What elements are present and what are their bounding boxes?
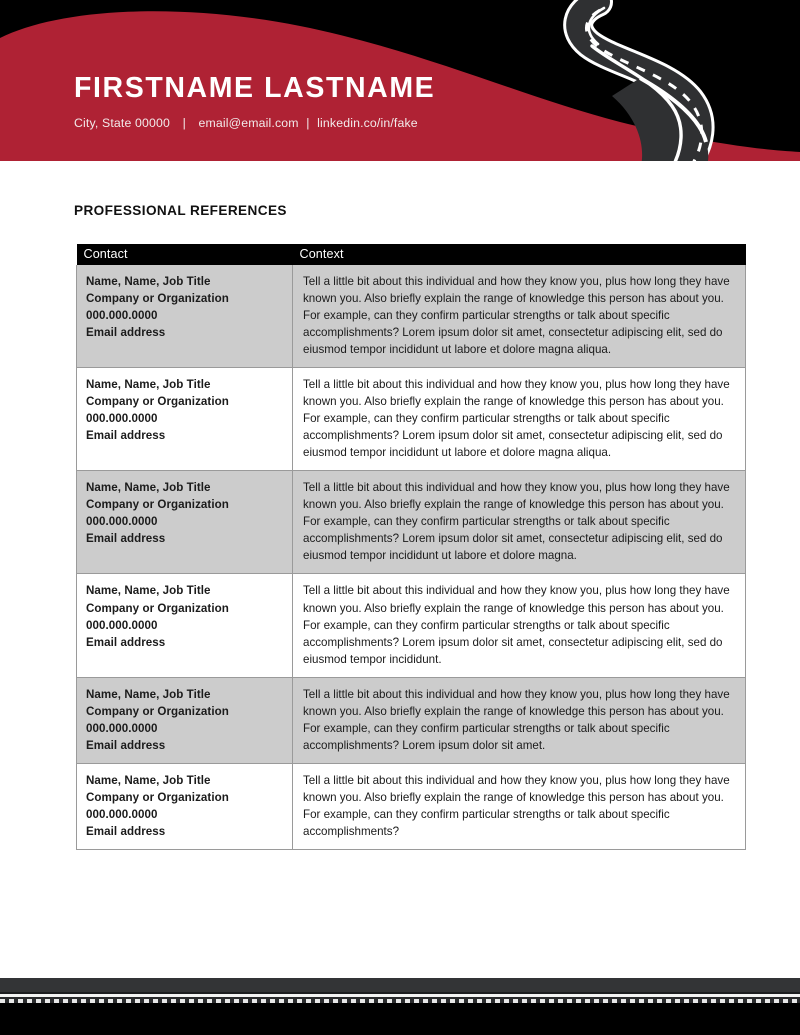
reference-context-cell: Tell a little bit about this individual and how they know you, plus how long they have known you. Also briefly explain the range of knowledge this person has about you. For example, can they confirm particular strengths or talk about specific accomplishments? Lorem ipsum dolor sit amet, consectetur adipiscing elit, sed do eiusmod tempor incididunt ut labore et dolore magna aliqua. bbox=[293, 265, 746, 368]
reference-name-title: Name, Name, Job Title bbox=[86, 378, 211, 392]
reference-name-title: Name, Name, Job Title bbox=[86, 773, 211, 787]
reference-email: Email address bbox=[86, 738, 166, 752]
reference-context-cell: Tell a little bit about this individual and how they know you, plus how long they have known you. Also briefly explain the range of knowledge this person has about you. For example, can they confirm particular strengths or talk about specific accomplishments? Lorem ipsum dolor sit amet, consectetur adipiscing elit, sed do eiusmod tempor incididunt ut labore et dolore magna aliqua. bbox=[293, 368, 746, 471]
reference-name-title: Name, Name, Job Title bbox=[86, 275, 211, 288]
contact-separator: | bbox=[182, 115, 186, 130]
reference-contact-cell bbox=[77, 265, 293, 368]
reference-company: Company or Organization bbox=[86, 498, 229, 512]
reference-context-cell: Tell a little bit about this individual and how they know you, plus how long they have known you. Also briefly explain the range of knowledge this person has about you. For example, can they confirm particular strengths or talk about specific accomplishments? Lorem ipsum dolor sit amet, consectetur adipiscing elit, sed do eiusmod tempor incididunt ut labore et dolore magna. bbox=[293, 471, 746, 574]
reference-context-cell: Tell a little bit about this individual and how they know you, plus how long they have known you. Also briefly explain the range of knowledge this person has about you. For example, can they confirm particular strengths or talk about specific accomplishments? bbox=[293, 763, 746, 849]
reference-company: Company or Organization bbox=[86, 790, 229, 804]
reference-contact-cell bbox=[77, 574, 293, 677]
reference-phone: 000.000.0000 bbox=[86, 515, 158, 529]
reference-phone: 000.000.0000 bbox=[86, 412, 158, 426]
reference-phone: 000.000.0000 bbox=[86, 807, 158, 821]
contact-linkedin[interactable]: linkedin.co/in/fake bbox=[317, 115, 418, 130]
table-row bbox=[77, 763, 746, 849]
reference-phone: 000.000.0000 bbox=[86, 309, 158, 323]
table-row bbox=[77, 677, 746, 763]
column-header-context: Context bbox=[293, 244, 746, 265]
contact-location: City, State 00000 bbox=[74, 115, 170, 130]
reference-company: Company or Organization bbox=[86, 395, 229, 409]
reference-company: Company or Organization bbox=[86, 704, 229, 718]
reference-email: Email address bbox=[86, 635, 166, 649]
contact-separator-2: | bbox=[306, 115, 310, 130]
reference-phone: 000.000.0000 bbox=[86, 618, 158, 632]
reference-company: Company or Organization bbox=[86, 292, 229, 306]
reference-name-title: Name, Name, Job Title bbox=[86, 687, 211, 701]
contact-email[interactable]: email@email.com bbox=[198, 115, 299, 130]
reference-name-title: Name, Name, Job Title bbox=[86, 481, 211, 495]
table-row bbox=[77, 265, 746, 368]
reference-phone: 000.000.0000 bbox=[86, 721, 158, 735]
reference-contact-cell bbox=[77, 368, 293, 471]
reference-email: Email address bbox=[86, 824, 166, 838]
reference-context-cell: Tell a little bit about this individual and how they know you, plus how long they have known you. Also briefly explain the range of knowledge this person has about you. For example, can they confirm particular strengths or talk about specific accomplishments? Lorem ipsum dolor sit amet, consectetur adipiscing elit, sed do eiusmod tempor incididunt. bbox=[293, 574, 746, 677]
table-row bbox=[77, 368, 746, 471]
section-title-professional-references: PROFESSIONAL REFERENCES bbox=[74, 203, 287, 218]
reference-email: Email address bbox=[86, 326, 166, 340]
column-header-contact: Contact bbox=[77, 244, 293, 265]
footer-road-illustration bbox=[0, 978, 800, 1035]
header-identity bbox=[74, 74, 544, 130]
reference-contact-cell bbox=[77, 677, 293, 763]
page-title: FIRSTNAME LASTNAME bbox=[74, 72, 436, 104]
reference-name-title: Name, Name, Job Title bbox=[86, 584, 211, 598]
references-table bbox=[76, 244, 746, 850]
reference-email: Email address bbox=[86, 429, 166, 443]
reference-company: Company or Organization bbox=[86, 601, 229, 615]
table-row bbox=[77, 574, 746, 677]
reference-contact-cell bbox=[77, 471, 293, 574]
page-header bbox=[0, 0, 800, 161]
contact-line bbox=[74, 104, 544, 130]
table-header-row bbox=[77, 244, 746, 265]
reference-email: Email address bbox=[86, 532, 166, 546]
reference-context-cell: Tell a little bit about this individual and how they know you, plus how long they have known you. Also briefly explain the range of knowledge this person has about you. For example, can they confirm particular strengths or talk about specific accomplishments? Lorem ipsum dolor sit amet. bbox=[293, 677, 746, 763]
reference-contact-cell bbox=[77, 763, 293, 849]
table-row bbox=[77, 471, 746, 574]
